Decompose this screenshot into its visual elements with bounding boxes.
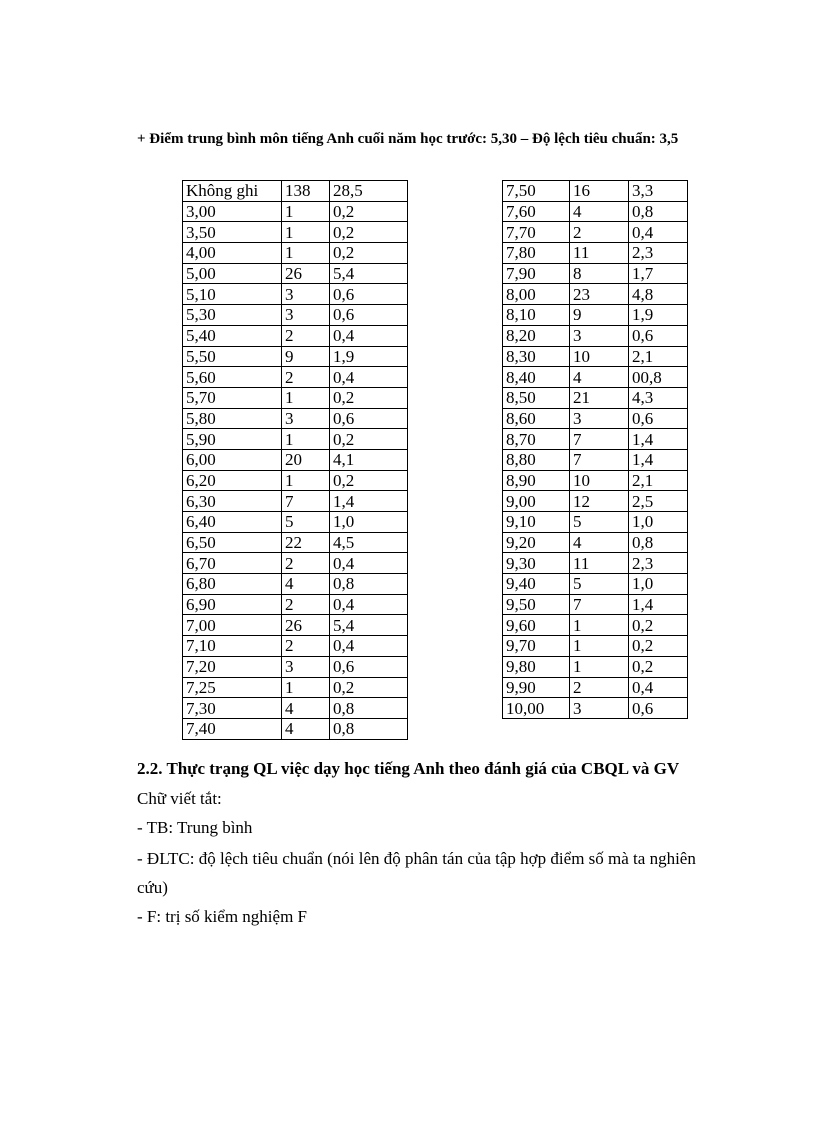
percent-cell: 0,6	[629, 698, 688, 719]
percent-cell: 5,4	[330, 263, 408, 284]
percent-cell: 0,4	[330, 325, 408, 346]
score-cell: 7,80	[503, 243, 570, 264]
score-cell: 5,00	[183, 263, 282, 284]
table-row	[503, 656, 688, 677]
count-cell: 21	[570, 387, 629, 408]
table-row	[503, 615, 688, 636]
count-cell: 26	[282, 615, 330, 636]
count-cell: 1	[282, 677, 330, 698]
score-cell: 6,90	[183, 594, 282, 615]
table-row	[183, 263, 408, 284]
percent-cell: 4,8	[629, 284, 688, 305]
count-cell: 7	[570, 449, 629, 470]
score-cell: 9,30	[503, 553, 570, 574]
count-cell: 23	[570, 284, 629, 305]
table-row	[503, 181, 688, 202]
percent-cell: 28,5	[330, 181, 408, 202]
score-cell: 7,90	[503, 263, 570, 284]
table-row	[183, 284, 408, 305]
count-cell: 11	[570, 553, 629, 574]
count-cell: 4	[282, 698, 330, 719]
score-table-right	[502, 180, 688, 719]
abbreviation-dltc-cont: cứu)	[137, 878, 168, 897]
count-cell: 3	[282, 656, 330, 677]
count-cell: 5	[282, 512, 330, 533]
score-cell: 9,00	[503, 491, 570, 512]
percent-cell: 1,0	[330, 512, 408, 533]
table-row	[183, 201, 408, 222]
table-row	[503, 429, 688, 450]
score-cell: 7,60	[503, 201, 570, 222]
percent-cell: 0,8	[330, 698, 408, 719]
percent-cell: 4,3	[629, 387, 688, 408]
abbreviation-f: - F: trị số kiểm nghiệm F	[137, 907, 307, 926]
table-row	[503, 470, 688, 491]
score-cell: 6,00	[183, 449, 282, 470]
count-cell: 3	[570, 408, 629, 429]
count-cell: 4	[282, 574, 330, 595]
table-row	[183, 181, 408, 202]
percent-cell: 00,8	[629, 367, 688, 388]
table-row	[503, 574, 688, 595]
table-row	[503, 491, 688, 512]
score-cell: 7,10	[183, 636, 282, 657]
percent-cell: 0,2	[330, 222, 408, 243]
count-cell: 3	[282, 305, 330, 326]
percent-cell: 1,4	[629, 429, 688, 450]
count-cell: 2	[282, 553, 330, 574]
table-row	[183, 656, 408, 677]
percent-cell: 0,4	[330, 636, 408, 657]
table-row	[183, 594, 408, 615]
score-cell: 9,20	[503, 532, 570, 553]
score-cell: 7,00	[183, 615, 282, 636]
count-cell: 4	[570, 532, 629, 553]
percent-cell: 5,4	[330, 615, 408, 636]
count-cell: 4	[570, 201, 629, 222]
count-cell: 26	[282, 263, 330, 284]
score-cell: 9,90	[503, 677, 570, 698]
percent-cell: 0,4	[629, 222, 688, 243]
count-cell: 12	[570, 491, 629, 512]
table-row	[503, 325, 688, 346]
score-cell: 3,00	[183, 201, 282, 222]
percent-cell: 0,2	[330, 243, 408, 264]
table-row	[503, 636, 688, 657]
percent-cell: 0,8	[330, 718, 408, 739]
score-cell: 7,30	[183, 698, 282, 719]
table-row	[183, 367, 408, 388]
score-cell: 8,60	[503, 408, 570, 429]
count-cell: 2	[282, 325, 330, 346]
count-cell: 16	[570, 181, 629, 202]
table-row	[183, 491, 408, 512]
intro-line: + Điểm trung bình môn tiếng Anh cuối năm học trước: 5,30 – Độ lệch tiêu chuẩn: 3,5	[137, 131, 679, 147]
abbreviation-title: Chữ viết tắt:	[137, 789, 222, 808]
score-cell: 5,40	[183, 325, 282, 346]
percent-cell: 0,2	[330, 387, 408, 408]
percent-cell: 0,6	[330, 656, 408, 677]
count-cell: 7	[570, 429, 629, 450]
score-cell: 7,20	[183, 656, 282, 677]
table-row	[503, 346, 688, 367]
score-cell: 9,80	[503, 656, 570, 677]
percent-cell: 2,1	[629, 346, 688, 367]
percent-cell: 2,1	[629, 470, 688, 491]
count-cell: 11	[570, 243, 629, 264]
percent-cell: 0,2	[330, 677, 408, 698]
score-cell: 9,60	[503, 615, 570, 636]
percent-cell: 0,6	[330, 284, 408, 305]
count-cell: 9	[570, 305, 629, 326]
table-row	[503, 594, 688, 615]
percent-cell: 0,2	[330, 201, 408, 222]
percent-cell: 0,2	[629, 636, 688, 657]
count-cell: 1	[570, 615, 629, 636]
score-table-left	[182, 180, 408, 740]
score-cell: 6,30	[183, 491, 282, 512]
count-cell: 3	[282, 284, 330, 305]
percent-cell: 0,8	[629, 532, 688, 553]
table-row	[183, 429, 408, 450]
count-cell: 4	[282, 718, 330, 739]
score-cell: 5,90	[183, 429, 282, 450]
score-cell: 8,30	[503, 346, 570, 367]
score-table-right-body	[503, 181, 688, 719]
table-row	[503, 408, 688, 429]
score-cell: 5,50	[183, 346, 282, 367]
table-row	[503, 512, 688, 533]
score-cell: 4,00	[183, 243, 282, 264]
score-cell: 9,70	[503, 636, 570, 657]
score-cell: 6,80	[183, 574, 282, 595]
abbreviation-tb: - TB: Trung bình	[137, 818, 253, 837]
count-cell: 1	[282, 243, 330, 264]
score-table-left-body	[183, 181, 408, 740]
percent-cell: 1,0	[629, 574, 688, 595]
table-row	[503, 449, 688, 470]
score-cell: 8,80	[503, 449, 570, 470]
count-cell: 2	[570, 222, 629, 243]
score-cell: 6,40	[183, 512, 282, 533]
table-row	[503, 305, 688, 326]
table-row	[503, 263, 688, 284]
table-row	[183, 346, 408, 367]
score-cell: 5,70	[183, 387, 282, 408]
count-cell: 8	[570, 263, 629, 284]
table-row	[183, 636, 408, 657]
score-cell: 5,10	[183, 284, 282, 305]
percent-cell: 0,6	[629, 408, 688, 429]
percent-cell: 1,9	[629, 305, 688, 326]
table-row	[183, 325, 408, 346]
percent-cell: 0,2	[330, 470, 408, 491]
percent-cell: 0,4	[330, 594, 408, 615]
score-cell: 9,50	[503, 594, 570, 615]
count-cell: 22	[282, 532, 330, 553]
count-cell: 138	[282, 181, 330, 202]
percent-cell: 1,4	[629, 449, 688, 470]
score-cell: 10,00	[503, 698, 570, 719]
percent-cell: 0,8	[629, 201, 688, 222]
score-cell: 5,60	[183, 367, 282, 388]
percent-cell: 0,8	[330, 574, 408, 595]
percent-cell: 0,2	[629, 656, 688, 677]
table-row	[183, 449, 408, 470]
table-row	[503, 201, 688, 222]
table-row	[183, 532, 408, 553]
percent-cell: 0,4	[330, 553, 408, 574]
percent-cell: 2,5	[629, 491, 688, 512]
table-row	[183, 512, 408, 533]
score-cell: 3,50	[183, 222, 282, 243]
count-cell: 3	[570, 325, 629, 346]
table-row	[183, 615, 408, 636]
percent-cell: 0,6	[330, 408, 408, 429]
score-cell: 6,50	[183, 532, 282, 553]
percent-cell: 0,6	[330, 305, 408, 326]
table-row	[503, 222, 688, 243]
score-cell: 8,40	[503, 367, 570, 388]
score-cell: 7,40	[183, 718, 282, 739]
table-row	[503, 677, 688, 698]
table-row	[503, 532, 688, 553]
count-cell: 7	[570, 594, 629, 615]
table-row	[183, 718, 408, 739]
table-row	[503, 367, 688, 388]
count-cell: 9	[282, 346, 330, 367]
score-cell: 7,70	[503, 222, 570, 243]
table-row	[183, 677, 408, 698]
table-row	[183, 574, 408, 595]
count-cell: 10	[570, 346, 629, 367]
table-row	[183, 305, 408, 326]
percent-cell: 0,4	[629, 677, 688, 698]
score-cell: 5,80	[183, 408, 282, 429]
percent-cell: 4,1	[330, 449, 408, 470]
table-row	[503, 387, 688, 408]
table-row	[183, 243, 408, 264]
score-cell: 9,10	[503, 512, 570, 533]
count-cell: 20	[282, 449, 330, 470]
count-cell: 1	[282, 387, 330, 408]
percent-cell: 0,4	[330, 367, 408, 388]
section-heading: 2.2. Thực trạng QL việc dạy học tiếng Anh theo đánh giá của CBQL và GV	[137, 759, 680, 778]
percent-cell: 1,4	[330, 491, 408, 512]
table-row	[503, 698, 688, 719]
score-cell: 8,00	[503, 284, 570, 305]
score-cell: 7,25	[183, 677, 282, 698]
score-cell: 6,20	[183, 470, 282, 491]
count-cell: 1	[282, 201, 330, 222]
count-cell: 2	[282, 367, 330, 388]
score-cell: 8,50	[503, 387, 570, 408]
table-row	[183, 387, 408, 408]
score-cell: 7,50	[503, 181, 570, 202]
percent-cell: 2,3	[629, 243, 688, 264]
percent-cell: 1,4	[629, 594, 688, 615]
score-cell: 6,70	[183, 553, 282, 574]
table-row	[183, 553, 408, 574]
count-cell: 3	[570, 698, 629, 719]
count-cell: 10	[570, 470, 629, 491]
count-cell: 4	[570, 367, 629, 388]
score-cell: 8,20	[503, 325, 570, 346]
score-cell: 8,70	[503, 429, 570, 450]
percent-cell: 3,3	[629, 181, 688, 202]
count-cell: 5	[570, 574, 629, 595]
table-row	[183, 470, 408, 491]
percent-cell: 0,2	[629, 615, 688, 636]
percent-cell: 2,3	[629, 553, 688, 574]
count-cell: 1	[570, 656, 629, 677]
table-row	[503, 284, 688, 305]
abbreviation-dltc: - ĐLTC: độ lệch tiêu chuẩn (nói lên độ phân tán của tập hợp điểm số mà ta nghiên	[137, 849, 696, 868]
count-cell: 2	[570, 677, 629, 698]
table-row	[503, 553, 688, 574]
count-cell: 7	[282, 491, 330, 512]
score-cell: 8,10	[503, 305, 570, 326]
score-cell: 8,90	[503, 470, 570, 491]
score-cell: 9,40	[503, 574, 570, 595]
count-cell: 5	[570, 512, 629, 533]
percent-cell: 0,6	[629, 325, 688, 346]
count-cell: 1	[282, 222, 330, 243]
table-row	[183, 222, 408, 243]
table-row	[183, 698, 408, 719]
percent-cell: 1,9	[330, 346, 408, 367]
score-cell: Không ghi	[183, 181, 282, 202]
percent-cell: 0,2	[330, 429, 408, 450]
percent-cell: 1,0	[629, 512, 688, 533]
count-cell: 1	[282, 429, 330, 450]
score-cell: 5,30	[183, 305, 282, 326]
percent-cell: 1,7	[629, 263, 688, 284]
table-row	[183, 408, 408, 429]
count-cell: 1	[282, 470, 330, 491]
count-cell: 1	[570, 636, 629, 657]
count-cell: 2	[282, 594, 330, 615]
count-cell: 2	[282, 636, 330, 657]
percent-cell: 4,5	[330, 532, 408, 553]
table-row	[503, 243, 688, 264]
count-cell: 3	[282, 408, 330, 429]
